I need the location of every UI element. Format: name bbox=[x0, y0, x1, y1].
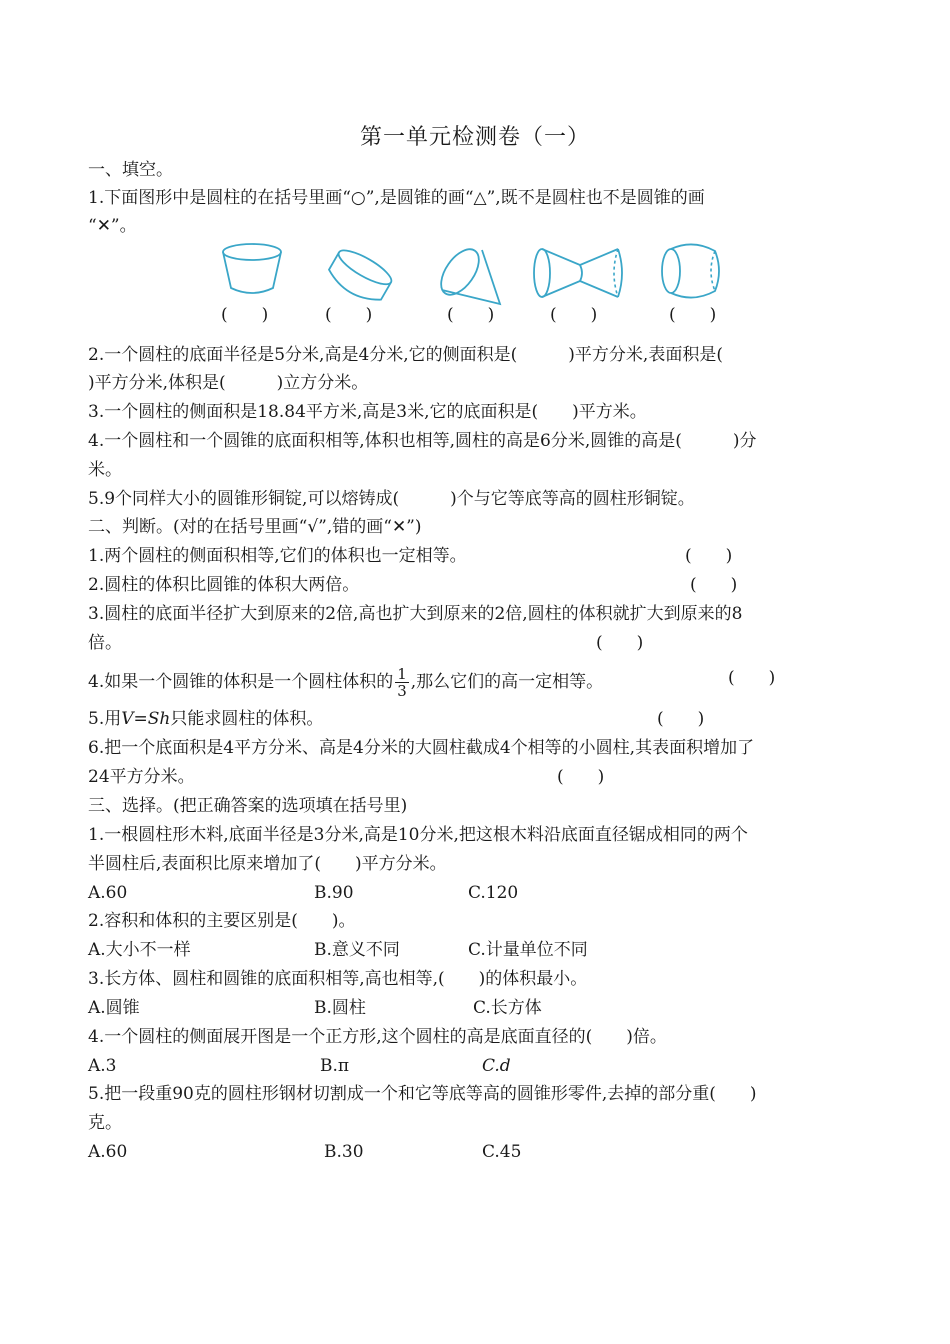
choice-q1-option-b[interactable]: B.90 bbox=[314, 883, 354, 903]
judge-q2: 2.圆柱的体积比圆锥的体积大两倍。 bbox=[88, 575, 360, 595]
judge-q4-pre: 4.如果一个圆锥的体积是一个圆柱体积的 bbox=[88, 672, 394, 692]
choice-q5-option-a[interactable]: A.60 bbox=[88, 1142, 128, 1162]
judge-q1: 1.两个圆柱的侧面积相等,它们的体积也一定相等。 bbox=[88, 546, 467, 566]
choice-q5-line2: 克。 bbox=[88, 1113, 122, 1133]
choice-q2: 2.容积和体积的主要区别是( )。 bbox=[88, 911, 356, 931]
page-title: 第一单元检测卷（一） bbox=[359, 125, 590, 150]
judge-q4-answer[interactable]: ( ) bbox=[728, 668, 776, 688]
judge-q1-answer[interactable]: ( ) bbox=[685, 546, 733, 566]
choice-q3-option-a[interactable]: A.圆锥 bbox=[88, 998, 140, 1018]
fraction-denominator: 3 bbox=[397, 682, 407, 700]
fill-q1-line2: “✕”。 bbox=[88, 216, 137, 236]
shape-answer-2[interactable]: ( ) bbox=[325, 305, 373, 325]
shape-answer-1[interactable]: ( ) bbox=[221, 305, 269, 325]
frustum-icon bbox=[223, 244, 281, 293]
fill-q2-line1: 2.一个圆柱的底面半径是5分米,高是4分米,它的侧面积是( )平方分米,表面积是( bbox=[88, 345, 723, 365]
fraction-numerator: 1 bbox=[397, 665, 407, 683]
choice-q4: 4.一个圆柱的侧面展开图是一个正方形,这个圆柱的高是底面直径的( )倍。 bbox=[88, 1027, 667, 1047]
choice-q2-option-a[interactable]: A.大小不一样 bbox=[88, 940, 191, 960]
tilted-cylinder-icon bbox=[325, 245, 396, 308]
choice-q1-option-a[interactable]: A.60 bbox=[88, 883, 128, 903]
volume-formula: V=Sh bbox=[121, 709, 171, 729]
choice-q1-line1: 1.一根圆柱形木料,底面半径是3分米,高是10分米,把这根木料沿底面直径锯成相同的两个 bbox=[88, 825, 748, 845]
choice-q4-option-a[interactable]: A.3 bbox=[88, 1056, 117, 1076]
choice-q2-option-b[interactable]: B.意义不同 bbox=[314, 940, 400, 960]
judge-q5-pre: 5.用 bbox=[88, 709, 122, 729]
barrel-icon bbox=[662, 244, 719, 297]
choice-q2-option-c[interactable]: C.计量单位不同 bbox=[468, 940, 588, 960]
judge-q6-answer[interactable]: ( ) bbox=[557, 767, 605, 787]
cone-icon bbox=[434, 243, 500, 304]
choice-q5-line1: 5.把一段重90克的圆柱形钢材切割成一个和它等底等高的圆锥形零件,去掉的部分重( ) bbox=[88, 1084, 757, 1104]
choice-q3-option-c[interactable]: C.长方体 bbox=[473, 998, 542, 1018]
bowtie-solid-icon bbox=[534, 249, 622, 297]
choice-q3: 3.长方体、圆柱和圆锥的底面积相等,高也相等,( )的体积最小。 bbox=[88, 969, 588, 989]
judge-q6-line1: 6.把一个底面积是4平方分米、高是4分米的大圆柱截成4个相等的小圆柱,其表面积增加了 bbox=[88, 738, 755, 758]
shape-answer-5[interactable]: ( ) bbox=[669, 305, 717, 325]
section-choice-heading: 三、选择。(把正确答案的选项填在括号里) bbox=[88, 796, 408, 816]
choice-q5-option-c[interactable]: C.45 bbox=[482, 1142, 522, 1162]
choice-q4-option-b[interactable]: B.π bbox=[320, 1056, 350, 1076]
fill-q1-line1: 1.下面图形中是圆柱的在括号里画“○”,是圆锥的画“△”,既不是圆柱也不是圆锥的画 bbox=[88, 188, 705, 208]
judge-q4-post: ,那么它们的高一定相等。 bbox=[410, 672, 604, 692]
choice-q1-option-c[interactable]: C.120 bbox=[468, 883, 519, 903]
fill-q4-line1: 4.一个圆柱和一个圆锥的底面积相等,体积也相等,圆柱的高是6分米,圆锥的高是( )分 bbox=[88, 431, 757, 451]
judge-q5-post: 只能求圆柱的体积。 bbox=[170, 709, 324, 729]
shape-answer-3[interactable]: ( ) bbox=[447, 305, 495, 325]
section-fill-heading: 一、填空。 bbox=[88, 160, 173, 180]
one-third-fraction bbox=[395, 666, 409, 699]
choice-q4-option-c[interactable]: C.d bbox=[482, 1056, 511, 1076]
section-judge-heading: 二、判断。(对的在括号里画“√”,错的画“✕”) bbox=[88, 517, 422, 537]
judge-q2-answer[interactable]: ( ) bbox=[690, 575, 738, 595]
fill-q5: 5.9个同样大小的圆锥形铜锭,可以熔铸成( )个与它等底等高的圆柱形铜锭。 bbox=[88, 489, 695, 509]
fill-q4-line2: 米。 bbox=[88, 460, 122, 480]
fill-q3: 3.一个圆柱的侧面积是18.84平方米,高是3米,它的底面积是( )平方米。 bbox=[88, 402, 647, 422]
judge-q3-answer[interactable]: ( ) bbox=[596, 633, 644, 653]
choice-q3-option-b[interactable]: B.圆柱 bbox=[314, 998, 366, 1018]
judge-q3-line2: 倍。 bbox=[88, 633, 122, 653]
shape-answer-4[interactable]: ( ) bbox=[550, 305, 598, 325]
choice-q5-option-b[interactable]: B.30 bbox=[324, 1142, 364, 1162]
fill-q2-line2: )平方分米,体积是( )立方分米。 bbox=[88, 373, 369, 393]
judge-q5 bbox=[88, 707, 323, 731]
judge-q3-line1: 3.圆柱的底面半径扩大到原来的2倍,高也扩大到原来的2倍,圆柱的体积就扩大到原来的8 bbox=[88, 604, 743, 624]
judge-q6-line2: 24平方分米。 bbox=[88, 767, 195, 787]
judge-q4 bbox=[88, 666, 603, 699]
judge-q5-answer[interactable]: ( ) bbox=[657, 709, 705, 729]
choice-q1-line2: 半圆柱后,表面积比原来增加了( )平方分米。 bbox=[88, 854, 447, 874]
